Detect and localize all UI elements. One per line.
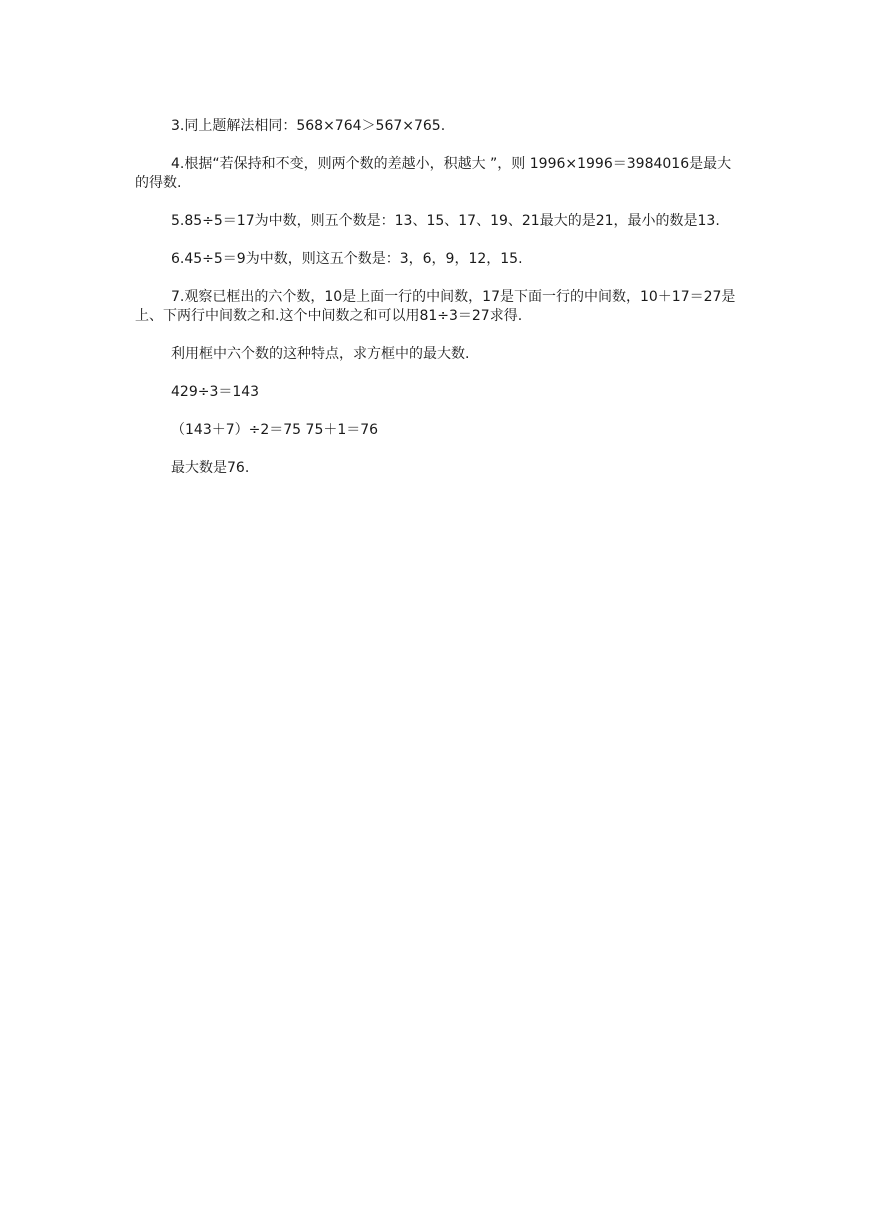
paragraph-7: 7.观察已框出的六个数，10是上面一行的中间数，17是下面一行的中间数，10＋17＝27是上、下两行中间数之和.这个中间数之和可以用81÷3＝27求得. [135, 289, 736, 324]
answer-line: 最大数是76. [171, 460, 250, 476]
document-content [135, 117, 745, 497]
paragraph-6: 6.45÷5＝9为中数，则这五个数是：3，6，9，12，15. [171, 251, 523, 267]
paragraph-4: 4.根据“若保持和不变，则两个数的差越小，积越大 ”，则 1996×1996＝3984016是最大的得数. [135, 156, 732, 191]
paragraph-method: 利用框中六个数的这种特点，求方框中的最大数. [171, 346, 470, 362]
paragraph-3: 3.同上题解法相同：568×764＞567×765. [171, 118, 446, 134]
equation-line-2: （143＋7）÷2＝75 75＋1＝76 [171, 422, 379, 438]
paragraph-5: 5.85÷5＝17为中数，则五个数是：13、15、17、19、21最大的是21，最小的数是13. [171, 213, 720, 229]
equation-line-1: 429÷3＝143 [171, 384, 260, 400]
